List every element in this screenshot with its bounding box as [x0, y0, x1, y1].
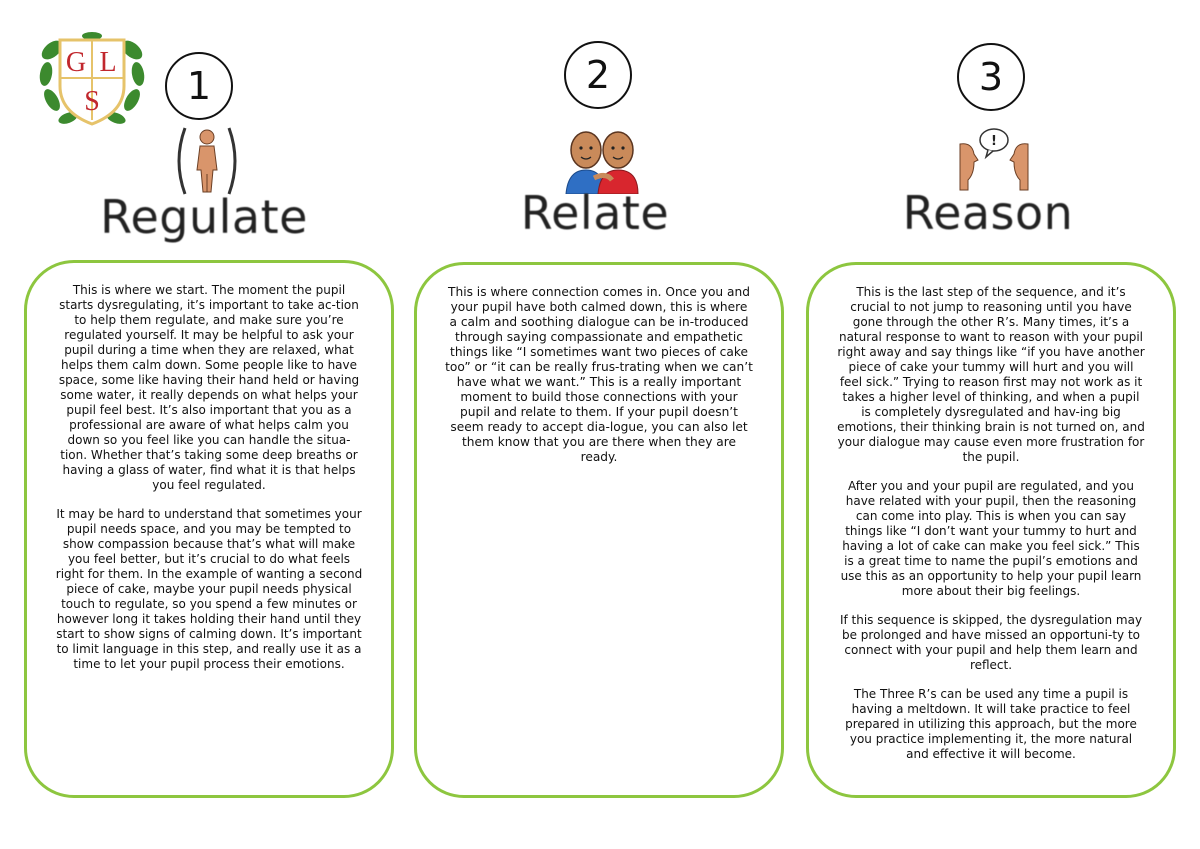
two-faces-talking-icon — [956, 124, 1032, 192]
step-title: Regulate — [100, 190, 308, 244]
step-description-card — [24, 260, 394, 798]
step-relate — [414, 0, 784, 849]
step-regulate — [24, 0, 394, 849]
step-title: Relate — [520, 186, 670, 240]
speech-bubble-text: ! — [991, 134, 997, 149]
step-paragraph: This is where connection comes in. Once you and your pupil have both calmed down, this is where a calm and soothing dialogue can be in-troduced through saying compassionate and empathetic things like “I sometimes want two pieces of cake too” or “it can be really frus-trating when we can’t have what we want.” This is a really important moment to build those connections with your pupil and relate to them. If your pupil doesn’t seem ready to accept dia-logue, you can also let them know that you are there when they are ready. — [445, 285, 753, 464]
step-paragraph: The Three R’s can be used any time a pupil is having a meltdown. It will take practice to feel prepared in utilizing this approach, but the more you practice implementing it, the more natural and effective it will become. — [845, 687, 1137, 761]
person-standing-icon — [171, 124, 243, 198]
step-paragraph: It may be hard to understand that sometimes your pupil needs space, and you may be tempted to show compassion because that’s what will make you feel better, but it’s crucial to do what feels right for them. In the example of wanting a second piece of cake, maybe your pupil needs physical touch to regulate, so you spend a few minutes or however long it takes holding their hand until they start to show signs of calming down. It’s important to limit language in this step, and really use it as a time to let your pupil process their emotions. — [55, 507, 363, 671]
step-description-card — [414, 262, 784, 798]
crest-letter-s: S — [84, 86, 100, 117]
step-paragraph: This is where we start. The moment the pupil starts dysregulating, it’s important to take ac-tion to help them regulate, and make sure you’re regulated yourself. It may be helpful to ask your pupil during a time when they are relaxed, what helps them calm down. Some people like to have space, some like having their hand held or having some water, it really depends on what helps your pupil feel best. It’s also important that you as a professional are aware of what helps calm you down so you feel like you can handle the situa-tion. Whether that’s taking some deep breaths or having a glass of water, find what it is that helps you feel regulated. — [58, 283, 360, 492]
two-people-icon — [564, 126, 640, 194]
step-number-1: 1 — [165, 52, 233, 120]
step-number-2: 2 — [564, 41, 632, 109]
step-number-3: 3 — [957, 43, 1025, 111]
step-title: Reason — [902, 186, 1074, 240]
step-paragraph: After you and your pupil are regulated, and you have related with your pupil, then the reasoning can come into play. This is when you can say things like “I don’t want your tummy to hurt and having a lot of cake can make you feel sick.” This is a great time to name the pupil’s emotions and use this as an opportunity to help your pupil learn more about their big feelings. — [840, 479, 1142, 598]
step-reason — [806, 0, 1176, 849]
crest-letter-l: L — [99, 47, 117, 78]
step-paragraph: If this sequence is skipped, the dysregulation may be prolonged and have missed an opportuni-ty to connect with your pupil and help them learn and reflect. — [839, 613, 1143, 672]
step-description-card — [806, 262, 1176, 798]
crest-letter-g: G — [65, 47, 87, 78]
step-paragraph: This is the last step of the sequence, and it’s crucial to not jump to reasoning until you have gone through the other R’s. Many times, it’s a natural response to want to reason with your pupil right away and say things like “if you have another piece of cake your tummy will hurt and you will feel sick.” Trying to reason first may not work as it takes a higher level of thinking, and when a pupil is completely dysregulated and hav-ing big emotions, their thinking brain is not turned on, and your dialogue may cause even more frustration for the pupil. — [837, 285, 1145, 464]
